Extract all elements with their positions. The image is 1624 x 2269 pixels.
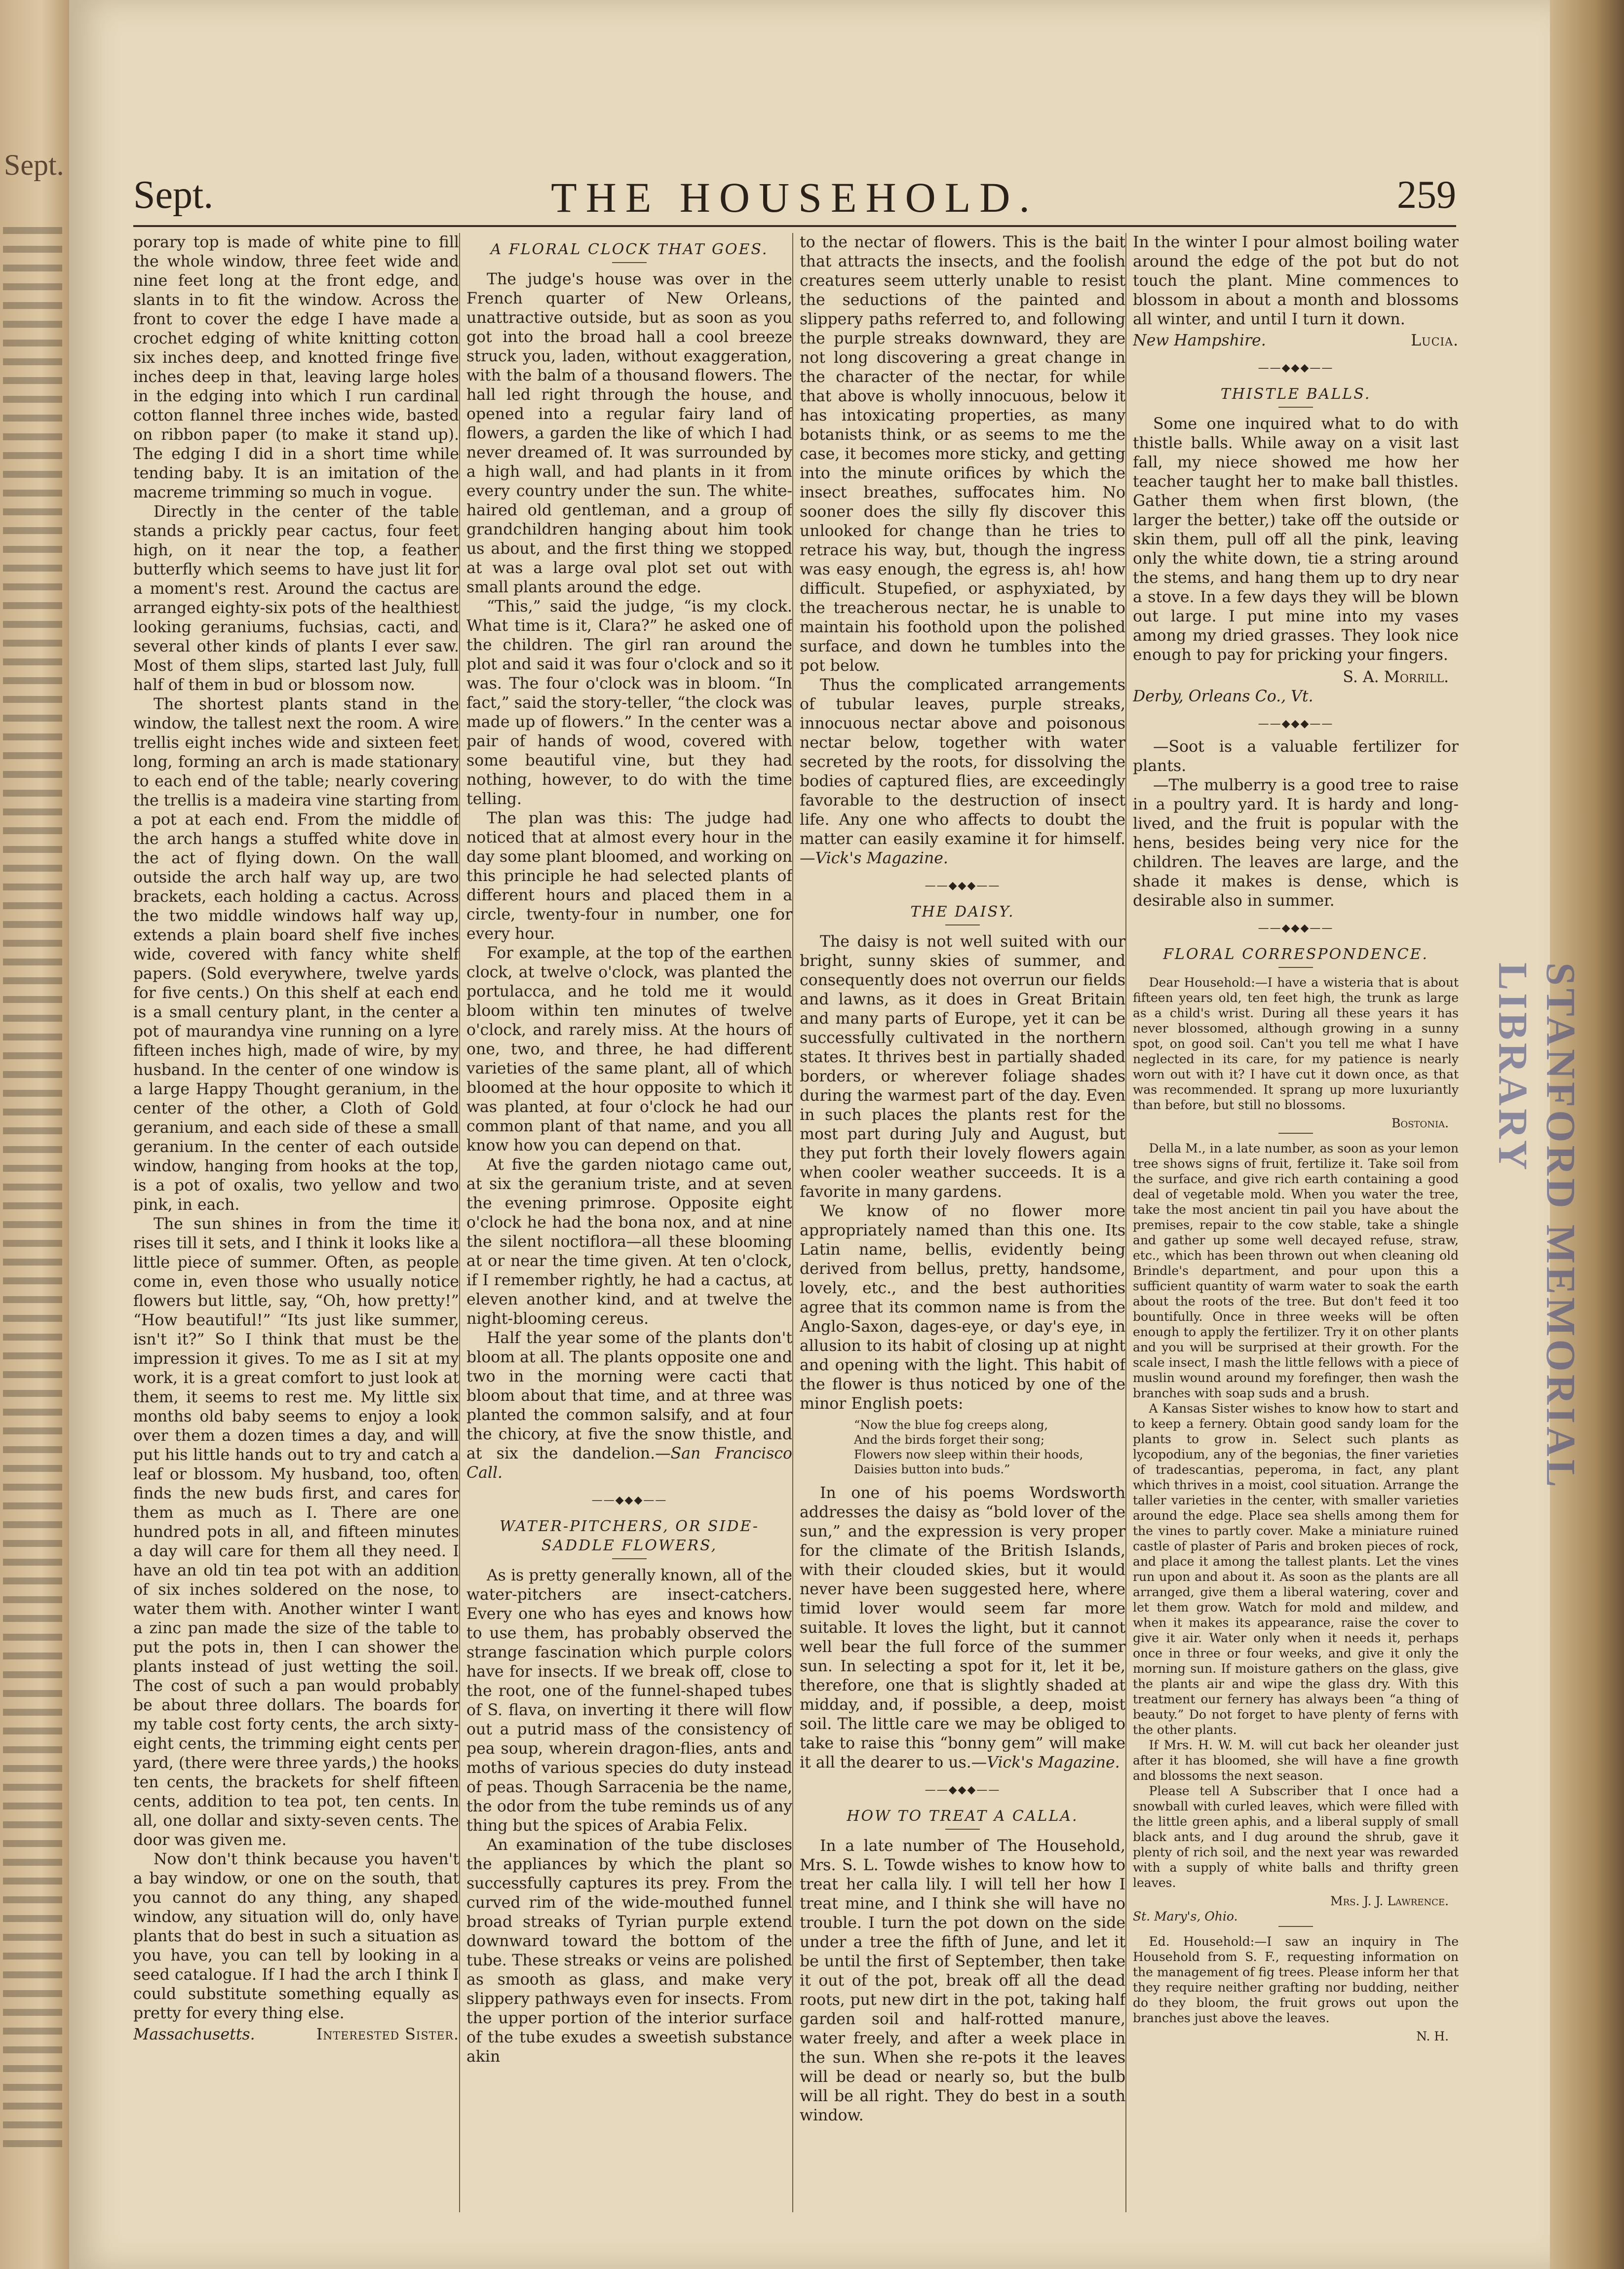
signature-name: Interested Sister. <box>316 2026 459 2043</box>
poem-line: And the birds forget their song; <box>854 1433 1044 1447</box>
signature <box>133 2025 459 2044</box>
paragraph: “This,” said the judge, “is my clock. What time is it, Clara?” he asked one of the children. The girl ran around the plot and said it was four o'clock and so it was. The four o'clock was in bloom. “In fact,” said the story-teller, “the clock was made up of flowers.” In the center was a pair of hands of wood, covered with some beautiful vine, but they had nothing, however, to do with the time telling. <box>466 598 792 808</box>
column-4 <box>1133 233 1459 2217</box>
paragraph: The sun shines in from the time it rises till it sets, and I think it looks like a little piece of summer. Often, as people come in, even those who usually notice flowers but little, say, “Oh, how pretty!” “How beautiful!” “Its just like summer, isn't it?” So I think that must be the impression it gives. To me as I sit at my work, it is a great comfort to just look at them, it seems to rest me. My little six months old baby seems to enjoy a look over them a dozen times a day, and will put his little hands out to try and catch a leaf or blossom. My husband, too, often finds the new buds first, and cares for them as much as I. There are one hundred pots in all, and fifteen minutes a day will care for them all they need. I have an old tin tea pot with an addition of six inches soldered on the nose, to water them with. Another winter I want a zinc pan made the size of the table to put the pots in, then I can shower the plants instead of just wetting the soil. The cost of such a pan would probably be about three dollars. The boards for my table cost forty cents, the arch sixty-eight cents, the trimming eight cents per yard, (there were three yards,) the hooks ten cents, the brackets for shelf fifteen cents, addition to tea pot, ten cents. In all, one dollar and sixty-seven cents. The door was given me. <box>133 1215 459 1849</box>
paragraph: As is pretty generally known, all of the water-pitchers are insect-catchers. Every one who has eyes and knows how to use them, has probably observed the strange fascination which purple colors have for insects. If we break off, close to the root, one of the funnel-shaped tubes of S. flava, on inverting it there will flow out a putrid mass of the consistency of pea soup, wherein dragon-flies, ants and moths of various species do duty instead of peas. Though Sarracenia be the name, the odor from the tube reminds us of any thing but the spices of Arabia Felix. <box>466 1567 792 1835</box>
section-ornament: ——◆◆◆—— <box>1258 922 1334 934</box>
heading-rule <box>612 1558 647 1559</box>
paragraph: The shortest plants stand in the window, the tallest next the room. A wire trellis eight inches wide and sixteen feet long, forming an arch is made stationary to each end of the table; nearly covering the trellis is a madeira vine starting from a pot at each end. From the middle of the arch hangs a stuffed white dove in the act of flying down. On the wall outside the arch half way up, are two brackets, each holding a cactus. Across the two middle windows half way up, extends a plain board shelf five inches wide, covered with fancy white shelf papers. (Sold everywhere, twelve yards for five cents.) On this shelf at each end is a small century plant, in the center a pot of maurandya vine running on a lyre fifteen inches high, made of wire, by my husband. In the center of one window is a large Happy Thought geranium, in the center of the other, a Cloth of Gold geranium, and each side of these a small geranium. In the center of each outside window, hanging from hooks at the top, is a pot of oxalis, two yellow and two pink, in each. <box>133 695 459 1214</box>
paragraph: to the nectar of flowers. This is the bait that attracts the insects, and the foolish creatures seem utterly unable to resist the seductions of the painted and slippery paths referred to, and following the purple streaks downward, they are not long discovering a great change in the character of the nectar, for while that above is wholly innocuous, below it has intoxicating properties, as many botanists think, or as seems to me the case, it becomes more sticky, and getting into the minute orifices by which the insect breathes, suffocates him. No sooner does the silly fly discover this unlooked for change than he tries to retrace his way, but, though the ingress was easy enough, the egress is, ah! how difficult. Stupefied, or asphyxiated, by the treacherous nectar, he is unable to maintain his foothold upon the polished surface, and down he tumbles into the pot below. <box>800 233 1125 675</box>
letter: Della M., in a late number, as soon as your lemon tree shows signs of fruit, fertilize it. Take soil from the surface, and give rich earth containing a good deal of vegetable mold. When you water the tree, take the most ancient tin pail you have about the premises, repair to the cow stable, take a shingle and gather up some well decayed refuse, straw, etc., which has been thrown out when cleaning old Brindle's department, and pour upon this a sufficient quantity of warm water to soak the earth about the roots of the tree. But don't feed it too bountifully. Once in three weeks will be often enough to apply the fertilizer. Try it on other plants and you will be surprised at their growth. For the scale insect, I mash the little fellows with a piece of muslin wound around my forefinger, then wash the branches with soap suds and a brush. <box>1133 1141 1459 1400</box>
paragraph: In a late number of The Household, Mrs. S. L. Towde wishes to know how to treat her calla lily. I will tell her how I treat mine, and I think she will have no trouble. I turn the pot down on the side under a tree the fifth of June, and let it be until the first of September, then take it out of the pot, break off all the dead roots, put new dirt in the pot, taking half garden soil and half-rotted manure, water freely, and after a week place in the sun. When she re-pots it the leaves will be dead or nearly so, but the bulb will be all right. They do best in a south window. <box>800 1837 1125 2124</box>
paragraph: —Soot is a valuable fertilizer for plants. <box>1133 738 1459 775</box>
paragraph: In the winter I pour almost boiling water around the edge of the pot but do not touch the plant. Mine commences to blossom in about a month and blossoms all winter, and until I turn it down. <box>1133 233 1459 328</box>
poem <box>854 1418 1125 1477</box>
letter: If Mrs. H. W. M. will cut back her oleander just after it has bloomed, she will have a fine growth and blossoms the next season. <box>1133 1738 1459 1783</box>
letter: A Kansas Sister wishes to know how to start and to keep a fernery. Obtain good sandy loam for the plants to grow in. Select such plants as lycopodium, any of the begonias, the finer varieties of tradescantias, peperoma, in fact, any plant which thrives in a moist, cool situation. Arrange the taller varieties in the center, with smaller varieties around the edge. Place sea shells among them for the vines to partly cover. Make a miniature ruined castle of plaster of Paris and broken pieces of rock, and place it among the tallest plants. Let the vines run upon and about it. As soon as the plants are all arranged, give them a liberal watering, cover and let them grow. Watch for mold and mildew, and when it makes its appearance, raise the cover to give it air. Water only when it needs it, perhaps once in three or four weeks, and give it only the morning sun. If moisture gathers on the glass, give the plants air and wipe the glass dry. With this treatment our fernery has always been “a thing of beauty.” Do not forget to have plenty of ferns with the other plants. <box>1133 1401 1459 1737</box>
source-credit: Vick's Magazine. <box>987 1754 1120 1771</box>
heading-rule <box>612 262 647 263</box>
article-heading: A FLORAL CLOCK THAT GOES. <box>490 241 769 258</box>
column-divider <box>459 233 460 2212</box>
heading-rule <box>1278 407 1313 408</box>
column-3 <box>800 233 1125 2217</box>
article-heading: HOW TO TREAT A CALLA. <box>847 1808 1079 1825</box>
section-ornament: ——◆◆◆—— <box>925 880 1001 892</box>
column-2 <box>466 233 792 2217</box>
source-credit: Vick's Magazine. <box>815 849 948 867</box>
signature-place: Massachusetts. <box>133 2026 255 2043</box>
source-credit: San Francisco Call. <box>466 1445 792 1482</box>
letter-rule <box>1278 1926 1313 1927</box>
paragraph: The daisy is not well suited with our bright, sunny skies of summer, and consequently does not overrun our fields and lawns, as it does in Great Britain and many parts of Europe, yet it can be successfully cultivated in the northern states. It thrives best in partially shaded borders, or wherever foliage shades during the warmest part of the day. Even in such places the plants rest for the most part during July and August, but they put forth their lovely flowers again when cooler weather succeeds. It is a favorite in many gardens. <box>800 933 1125 1201</box>
letter-signature: N. H. <box>1416 2029 1449 2043</box>
signature-name: S. A. Morrill. <box>1343 668 1449 686</box>
paragraph: Now don't think because you haven't a bay window, or one on the south, that you cannot do any thing, any shaped window, any situation will do, only have plants that do best in such a situation as you have, you can tell by looking in a seed catalogue. If I had the arch I think I could substitute something equally as pretty for every thing else. <box>133 1850 459 2022</box>
page-header <box>133 168 1456 222</box>
article-heading: WATER-PITCHERS, OR SIDE-SADDLE FLOWERS, <box>500 1518 759 1554</box>
paragraph: Some one inquired what to do with thistle balls. While away on a visit last fall, my niece showed me how her teacher taught her to make ball thistles. Gather them when first blown, (the larger the better,) take off the outside or skin them, pull off all the pink, leaving only the white down, tie a string around the stems, and hang them up to dry near a stove. In a few days they will be blown out large. I put mine into my vases among my dried grasses. They look nice enough to pay for pricking your fingers. <box>1133 415 1459 664</box>
poem-line: Daisies button into buds.” <box>854 1462 1010 1476</box>
poem-line: “Now the blue fog creeps along, <box>854 1418 1048 1432</box>
column-divider <box>1125 233 1126 2212</box>
signature-place: New Hampshire. <box>1133 332 1266 349</box>
paragraph: Directly in the center of the table stands a prickly pear cactus, four feet high, on it near the top, a feather butterfly which seems to have just lit for a moment's rest. Around the cactus are arranged eighty-six pots of the healthiest looking geraniums, fuchsias, cacti, and several other kinds of plants I ever saw. Most of them slips, started last July, full half of them in bud or blossom now. <box>133 503 459 694</box>
article-heading: FLORAL CORRESPONDENCE. <box>1163 946 1429 963</box>
library-stamp: STANFORD MEMORIAL LIBRARY <box>1490 962 1584 1488</box>
poem-line: Flowers now sleep within their hoods, <box>854 1448 1083 1461</box>
letter: Dear Household:—I have a wisteria that is about fifteen years old, ten feet high, the trunk as large as a child's wrist. During all these years it has never blossomed, although growing in a sunny spot, on good soil. Can't you tell me what I have neglected in its care, for my patience is nearly worn out with it? I have cut it down once, as that was recommended. It sprang up more luxuriantly than before, but still no blossoms. <box>1133 975 1459 1112</box>
paragraph: An examination of the tube discloses the appliances by which the plant so successfully captures its prey. From the curved rim of the wide-mouthed funnel broad streaks of Tyrian purple extend downward toward the bottom of the tube. These streaks or veins are polished as smooth as glass, and make very slippery pathways even for insects. From the upper portion of the interior surface of the tube exudes a sweetish substance akin <box>466 1836 792 2066</box>
section-ornament: ——◆◆◆—— <box>591 1494 667 1506</box>
column-divider <box>792 233 793 2212</box>
signature-place: Derby, Orleans Co., Vt. <box>1133 688 1314 705</box>
letter-rule <box>1278 1133 1313 1134</box>
paragraph: The judge's house was over in the French quarter of New Orleans, unattractive outside, but as soon as you got into the broad hall a cool breeze struck you, laden, without exaggeration, with the balm of a thousand flowers. The hall led right through the house, and opened into a regular fairy land of flowers, a garden the like of which I had never dreamed of. It was surrounded by a high wall, and had plants in it from every country under the sun. The white-haired old gentleman, and a group of grandchildren hanging about him took us about, and the first thing we stopped at was a large oval plot set out with small plants around the edge. <box>466 270 792 596</box>
signature <box>1133 331 1459 350</box>
heading-rule <box>945 1829 980 1830</box>
paragraph-text: Thus the complicated arrangements of tubular leaves, purple streaks, innocuous nectar above and poisonous nectar below, together with water secreted by the roots, for dissolving the bodies of captured flies, are exceedingly favorable to the destruction of insect life. Any one who affects to doubt the matter can easily examine it for himself.— <box>800 676 1125 867</box>
paragraph: porary top is made of white pine to fill the whole window, three feet wide and nine feet long at the front edge, and slants in to fit the window. Across the front to cover the edge I have made a crochet edging of white knitting cotton six inches deep, and knotted fringe five inches deep in that, leaving large holes in the edging into which I run cardinal cotton flannel three inches wide, basted on ribbon paper (to make it stand up). The edging I did in a short time while tending baby. It is an imitation of the macreme trimming so much in vogue. <box>133 233 459 501</box>
paragraph: —The mulberry is a good tree to raise in a poultry yard. It is hardy and long-lived, and the fruit is popular with the hens, besides being very nice for the children. The leaves are large, and the shade it makes is dense, which is desirable also in summer. <box>1133 776 1459 910</box>
header-rule <box>133 225 1456 227</box>
letter-signature: Mrs. J. J. Lawrence. <box>1330 1894 1449 1908</box>
header-month: Sept. <box>133 173 214 217</box>
page-title: THE HOUSEHOLD. <box>551 174 1039 221</box>
paragraph-text: Half the year some of the plants don't bloom at all. The plants opposite one and two in the morning were cacti that bloom about that time, and at three was planted the common salsify, and at four the chicory, at five the snow thistle, and at six the dandelion.— <box>466 1329 792 1462</box>
paragraph <box>466 1329 792 1483</box>
letter-place: St. Mary's, Ohio. <box>1133 1909 1238 1923</box>
letter: Ed. Household:—I saw an inquiry in The Household from S. F., requesting information on the management of fig trees. Please inform her that they require neither grafting nor budding, neither do they bloom, the fruit grows out upon the branches just above the leaves. <box>1133 1934 1459 2025</box>
paragraph: At five the garden niotago came out, at six the geranium triste, and at seven the evening primrose. Opposite eight o'clock he had the bona nox, and at nine the silent noctiflora—all these blooming at or near the time given. At ten o'clock, if I remember rightly, he had a cactus, at eleven another kind, and at twelve the night-blooming cereus. <box>466 1156 792 1328</box>
section-ornament: ——◆◆◆—— <box>925 1784 1001 1796</box>
section-ornament: ——◆◆◆—— <box>1258 718 1334 730</box>
article-heading: THISTLE BALLS. <box>1220 385 1371 403</box>
facing-page-edge <box>0 0 69 2269</box>
paragraph: We know of no flower more appropriately named than this one. Its Latin name, bellis, evidently being derived from bellus, pretty, handsome, lovely, etc., and the best authorities agree that its common name is from the Anglo-Saxon, dages-eye, or day's eye, in allusion to its habit of closing up at night and opening with the light. This habit of the flower is thus noticed by one of the minor English poets: <box>800 1202 1125 1413</box>
facing-page-heading: Sept. <box>4 149 64 181</box>
article-heading: THE DAISY. <box>910 903 1015 921</box>
paragraph-text: In one of his poems Wordsworth addresses the daisy as “bold lover of the sun,” and the expression is very proper for the climate of the British Islands, with their clouded skies, but it would never have been suggested here, where timid lover would seem far more suitable. It loves the light, but it cannot well bear the full force of the summer sun. In selecting a spot for it, let it be, therefore, one that is slightly shaded at midday, and, if possible, a deep, moist soil. The little care we may be obliged to take to raise this “bonny gem” will make it all the dearer to us.— <box>800 1484 1125 1771</box>
signature-name: Lucia. <box>1411 332 1459 349</box>
page-number: 259 <box>1397 173 1456 217</box>
paragraph <box>800 1484 1125 1772</box>
paragraph: The plan was this: The judge had noticed that at almost every hour in the day some plant bloomed, and working on this principle he had selected plants of different hours and placed them in a circle, twenty-four in number, one for every hour. <box>466 809 792 943</box>
section-ornament: ——◆◆◆—— <box>1258 362 1334 374</box>
facing-page-text-lines <box>3 227 62 2152</box>
heading-rule <box>945 924 980 925</box>
letter: Please tell A Subscriber that I once had a snowball with curled leaves, which were filled with the little green aphis, and a liberal supply of small black ants, and I dug around the shrub, gave it plenty of rich soil, and the next year was rewarded with a supply of white balls and thrifty green leaves. <box>1133 1784 1459 1890</box>
letter-signature: Bostonia. <box>1391 1116 1449 1130</box>
paragraph: For example, at the top of the earthen clock, at twelve o'clock, was planted the portulacca, and he told me it would bloom within ten minutes of twelve o'clock, and rarely miss. At the hours of one, two, and three, he had different varieties of the same plant, all of which bloomed at the hour opposite to which it was planted, at four o'clock he had our common plant of that name, and you all know how you can depend on that. <box>466 944 792 1154</box>
heading-rule <box>1278 967 1313 968</box>
paragraph <box>800 676 1125 868</box>
column-1 <box>133 233 459 2217</box>
